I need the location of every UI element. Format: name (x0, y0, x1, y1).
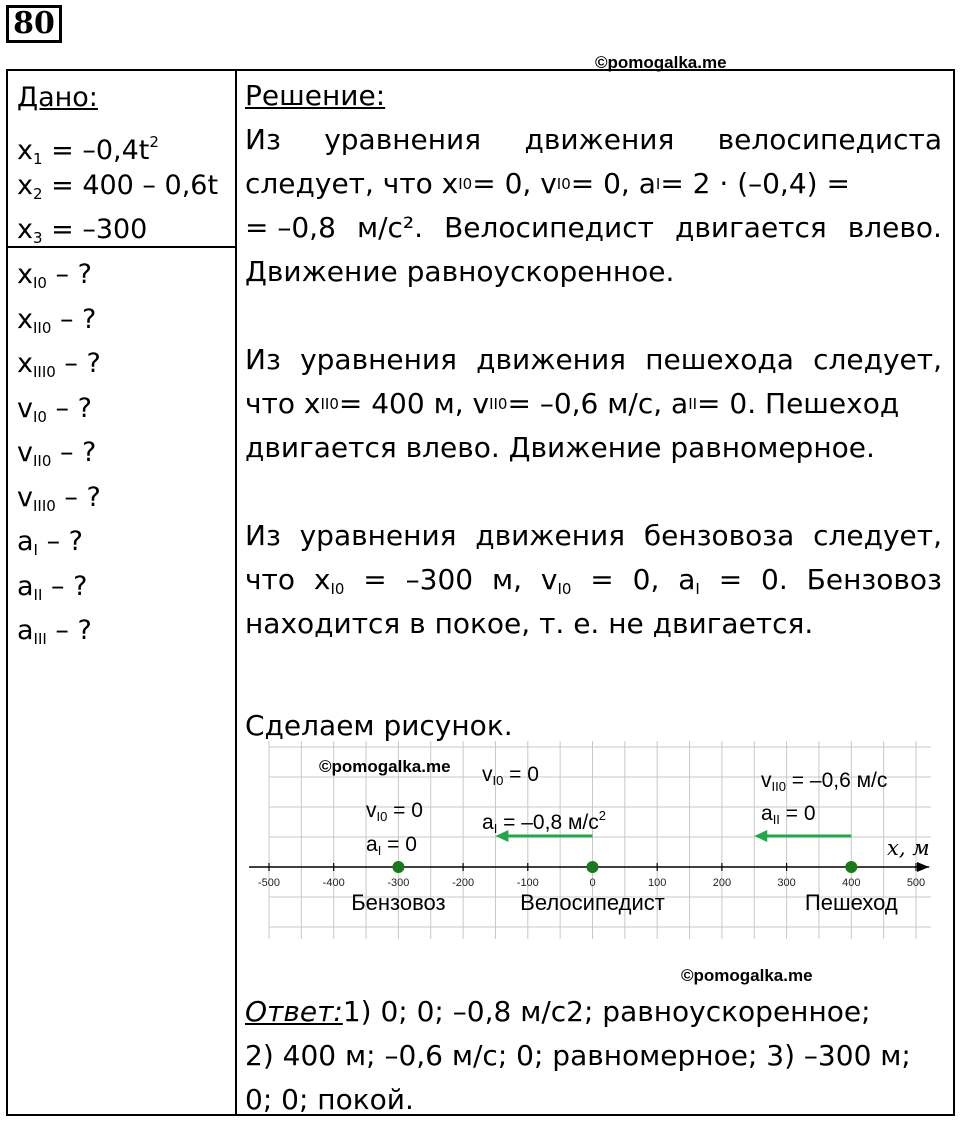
p1-line1: Из уравнения движения велосипедиста (245, 123, 942, 156)
object-point (392, 861, 404, 873)
p2-line3: двигается влево. Движение равномерное. (245, 431, 875, 464)
p3-line3: находится в покое, т. е. не двигается. (245, 607, 814, 640)
p2-line2: что x II0 = 400 м, v II0 = –0,6 м/с, a II = 0. Пешеход (245, 387, 900, 420)
p1-line2: следует, что x I0 = 0, v I0 = 0, a I = 2 · (–0,4) = (245, 167, 850, 200)
x-tick-label: 500 (906, 877, 926, 889)
velocity-arrowhead (754, 830, 767, 842)
watermark-top: ©pomogalka.me (595, 53, 727, 72)
find-item: $v_{II0}$ – ? (17, 437, 97, 470)
find-block (17, 253, 101, 654)
object-point (845, 861, 857, 873)
given-header: Дано: (17, 82, 98, 113)
solution-header: Решение: (245, 79, 386, 112)
x-tick-label: 200 (712, 877, 732, 889)
given-item: $x_3 = -300$ (17, 214, 148, 247)
answer-block (245, 990, 942, 1122)
answer-line2: 2) 400 м; –0,6 м/с; 0; равномерное; 3) –300 м; (245, 1039, 911, 1072)
object-name-label: Пешеход (804, 890, 898, 915)
find-item: $x_{II0}$ – ? (17, 303, 97, 337)
x-tick-label: 400 (842, 877, 861, 889)
x-tick-label: -100 (516, 877, 539, 889)
x-axis-arrowhead (917, 862, 929, 872)
p3-line2: что $x_{I0}$ = –300 м, $v_{I0}$ = 0, $a_I$ = 0. Бензовоз (245, 563, 942, 598)
x-tick-label: -300 (387, 877, 410, 889)
p3-line1: Из уравнения движения бензовоза следует, (245, 519, 942, 552)
x-tick-label: -400 (322, 877, 345, 889)
x-axis-label: x, м (887, 836, 930, 860)
find-item: $v_{I0}$ – ? (17, 392, 92, 426)
watermark-bottom: ©pomogalka.me (681, 966, 813, 985)
find-item: $a_{II}$ – ? (17, 570, 88, 604)
watermark-figure: ©pomogalka.me (319, 757, 451, 776)
pedestrian-acceleration-label: $a_{II} = 0$ (761, 802, 816, 827)
truck-velocity-label: $v_{I0} = 0$ (366, 799, 423, 824)
x-tick-label: 300 (777, 877, 796, 889)
pedestrian-velocity-label: $v_{II0} = -0,6$ м/с (761, 769, 888, 794)
x-tick-label: 100 (648, 877, 667, 889)
object-name-label: Велосипедист (520, 890, 665, 915)
answer-line1: 1) 0; 0; –0,8 м/с2; равноускоренное; (342, 995, 871, 1028)
find-item: $x_{III0}$ – ? (17, 348, 101, 381)
figure-intro: Сделаем рисунок. (245, 709, 513, 742)
find-item: $a_I$ – ? (17, 526, 83, 559)
find-item: $v_{III0}$ – ? (17, 481, 101, 515)
x-tick-label: -500 (257, 877, 281, 889)
find-item: $a_{III}$ – ? (17, 615, 92, 648)
truck-acceleration-label: $a_I = 0$ (366, 833, 417, 858)
p1-line3: = –0,8 м/с². Велосипедист двигается влево. (245, 211, 942, 244)
bike-velocity-label: $v_{I0} = 0$ (482, 763, 539, 788)
find-item: $x_{I0}$ – ? (17, 259, 92, 292)
given-item: $x_2 = 400 - 0,6t$ (17, 170, 219, 203)
column-divider (235, 69, 237, 1116)
solution-block (245, 74, 942, 748)
p2-line1: Из уравнения движения пешехода следует, (245, 343, 942, 376)
object-name-label: Бензовоз (351, 890, 446, 915)
object-point (587, 861, 599, 873)
x-tick-label: 0 (589, 877, 596, 889)
motion-figure (257, 741, 931, 939)
given-block (17, 76, 218, 252)
p1-line4: Движение равноускоренное. (245, 255, 675, 288)
x-tick-label: -200 (452, 877, 475, 889)
answer-line3: 0; 0; покой. (245, 1083, 414, 1116)
answer-label: Ответ: (245, 995, 343, 1028)
bike-acceleration-label: $a_I = -0,8$ $м/с^2$ (482, 808, 606, 836)
given-item: $x_1 = -0,4t^2$ (17, 133, 159, 168)
problem-number: 80 (6, 5, 62, 43)
